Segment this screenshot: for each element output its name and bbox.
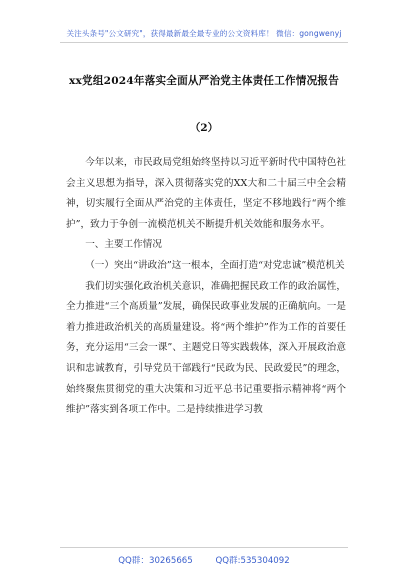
footer-divider bbox=[60, 547, 348, 548]
header-banner: 关注头条号"公文研究"，获得最新最全最专业的公文资料库！ 微信：gongwenyj bbox=[66, 29, 342, 38]
footer-qq-left: QQ群：30265665 bbox=[118, 556, 193, 566]
header-divider bbox=[60, 42, 348, 43]
footer-qq-right: QQ群:535304092 bbox=[215, 556, 290, 566]
section-heading: 一、主要工作情况 bbox=[85, 239, 162, 251]
document-title: xx党组2024年落实全面从严治党主体责任工作情况报告 bbox=[69, 75, 339, 87]
intro-paragraph: 今年以来，市民政局党组始终坚持以习近平新时代中国特色社会主义思想为指导，深入贯彻落实党的XX大和二十届三中全会精神，切实履行全面从严治党的主体责任，坚定不移地践行“两个维护”，致力于争创一流模范机关不断提升机关效能和服务水平。 bbox=[66, 157, 346, 230]
document-body bbox=[66, 153, 346, 421]
subsection-heading: （一）突出“讲政治”这一根本，全面打造“对党忠诚”模范机关 bbox=[85, 259, 345, 271]
footer bbox=[0, 554, 408, 566]
body-paragraph: 我们切实强化政治机关意识，准确把握民政工作的政治属性，全力推进“三个高质量”发展，确保民政事业发展的正确航向。一是着力推进政治机关的高质量建设。将“两个维护”作为工作的首要任务，充分运用“三会一课”、主题党日等实践载体，深入开展政治意识和忠诚教育，引导党员干部践行“民政为民、民政爱民”的理念，始终聚焦贯彻党的重大决策和习近平总书记重要指示精神将“两个维护”落实到各项工作中。二是持续推进学习教 bbox=[66, 280, 346, 416]
document-subtitle: （2） bbox=[189, 122, 219, 134]
